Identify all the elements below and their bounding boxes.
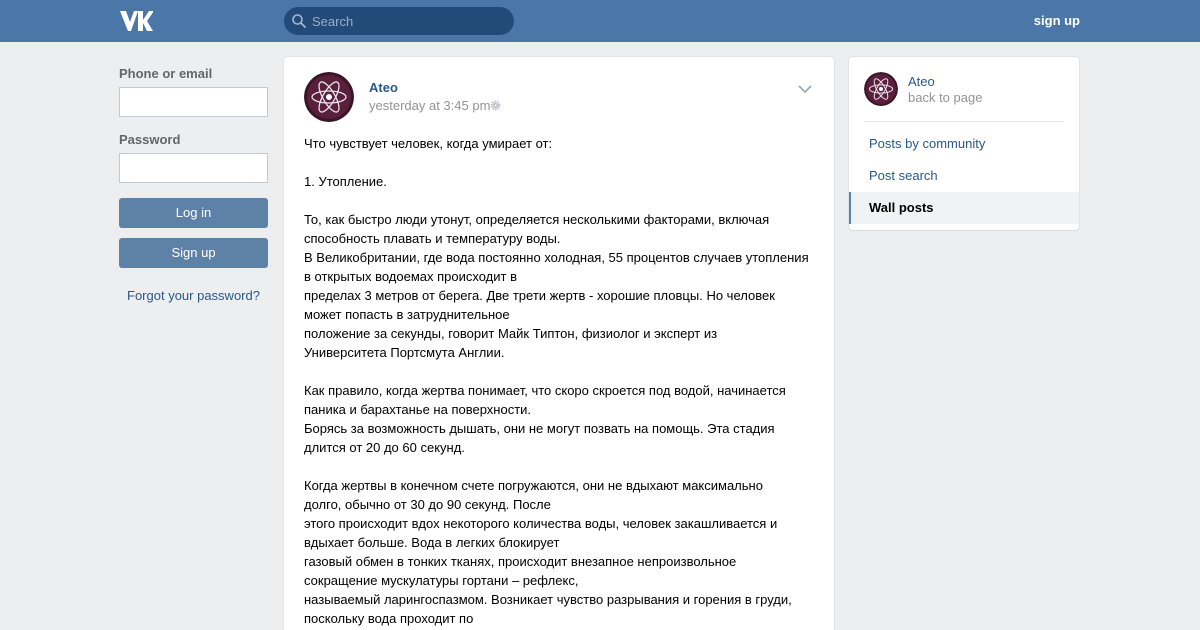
wall-post [284, 57, 834, 630]
post-text-line [304, 457, 819, 476]
post-text-line: Что чувствует человек, когда умирает от: [304, 136, 553, 151]
post-text-line: 1. Утопление. [304, 174, 387, 189]
post-text-line: положение за секунды, говорит Майк Типтон, физиолог и эксперт из [304, 326, 718, 341]
password-input[interactable] [119, 153, 268, 183]
phone-label: Phone or email [119, 66, 213, 81]
post-text-line: Как правило, когда жертва понимает, что скоро скроется под водой, начинается [304, 383, 786, 398]
community-sidebar [849, 57, 1079, 230]
phone-email-input[interactable] [119, 87, 268, 117]
post-text-line: В Великобритании, где вода постоянно холодная, 55 процентов случаев утопления [304, 250, 809, 265]
login-panel [119, 66, 268, 303]
sidebar-avatar[interactable] [864, 72, 898, 106]
top-bar [0, 0, 1200, 42]
login-button[interactable]: Log in [119, 198, 268, 228]
post-text-line: паника и барахтанье на поверхности. [304, 402, 532, 417]
post-text-line: газовый обмен в тонких тканях, происходит внезапное непроизвольное [304, 554, 737, 569]
community-name[interactable]: Ateo [908, 74, 935, 89]
chevron-down-icon[interactable] [798, 84, 812, 94]
post-text [304, 134, 819, 628]
post-text-line: вдыхает больше. Вода в легких блокирует [304, 535, 560, 550]
menu-post-search[interactable]: Post search [869, 168, 938, 183]
post-text-line: может попасть в затруднительное [304, 307, 510, 322]
post-text-line: Когда жертвы в конечном счете погружаются, они не вдыхают максимально [304, 478, 763, 493]
atom-icon [304, 72, 354, 122]
post-text-line: долго, обычно от 30 до 90 секунд. После [304, 497, 551, 512]
menu-posts-by-community[interactable]: Posts by community [869, 136, 986, 151]
search-input[interactable] [312, 7, 507, 35]
menu-wall-posts[interactable]: Wall posts [849, 192, 1079, 224]
signup-link[interactable]: sign up [1033, 13, 1080, 28]
post-text-line: То, как быстро люди утонут, определяется несколькими факторами, включая [304, 212, 770, 227]
search-icon [292, 14, 306, 28]
post-text-line [304, 153, 819, 172]
gear-icon [490, 100, 501, 111]
search-box[interactable] [284, 7, 514, 35]
back-to-page-link[interactable]: back to page [908, 90, 983, 105]
post-avatar[interactable] [304, 72, 354, 122]
forgot-password-link[interactable]: Forgot your password? [127, 288, 260, 303]
post-text-line: способность плавать и температуру воды. [304, 231, 561, 246]
signup-button[interactable]: Sign up [119, 238, 268, 268]
post-text-line: Университета Портсмута Англии. [304, 345, 505, 360]
post-text-line: пределах 3 метров от берега. Две трети жертв - хорошие пловцы. Но человек [304, 288, 775, 303]
post-text-line: поскольку вода проходит по [304, 611, 474, 626]
divider [864, 121, 1064, 122]
post-text-line [304, 362, 819, 381]
post-text-line: длится от 20 до 60 секунд. [304, 440, 465, 455]
post-text-line [304, 191, 819, 210]
post-text-line: этого происходит вдох некоторого количества воды, человек закашливается и [304, 516, 778, 531]
atom-icon [864, 72, 898, 106]
post-text-line: в открытых водоемах происходит в [304, 269, 517, 284]
post-text-line: Борясь за возможность дышать, они не могут позвать на помощь. Эта стадия [304, 421, 775, 436]
post-author[interactable]: Ateo [369, 80, 398, 95]
password-label: Password [119, 132, 181, 147]
post-date[interactable]: yesterday at 3:45 pm [369, 98, 491, 113]
post-text-line: сокращение мускулатуры гортани – рефлекс, [304, 573, 579, 588]
post-text-line: называемый ларингоспазмом. Возникает чувство разрывания и горения в груди, [304, 592, 792, 607]
vk-logo-icon[interactable] [119, 10, 153, 32]
